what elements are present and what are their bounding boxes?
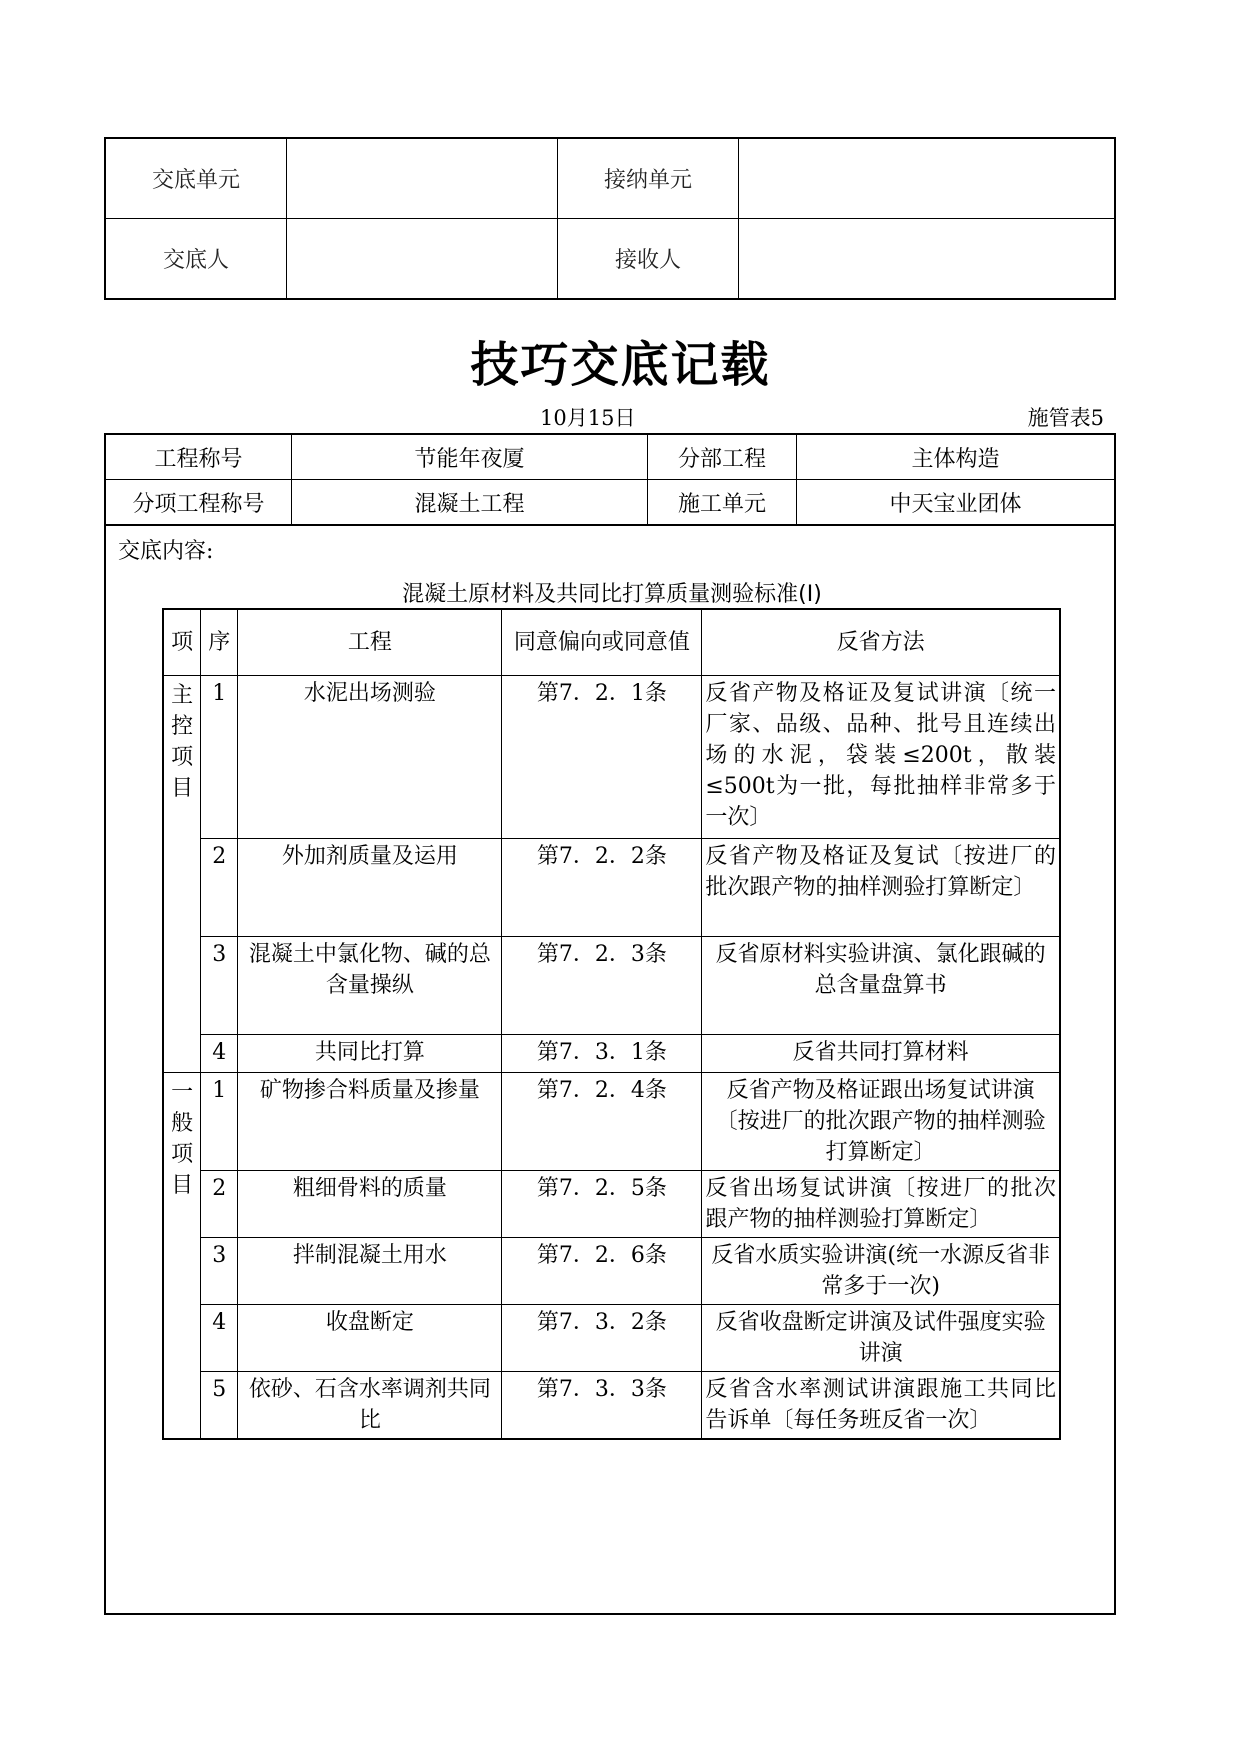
table-row bbox=[163, 1372, 1060, 1440]
row-item: 收盘断定 bbox=[238, 1305, 502, 1372]
row-method: 反省收盘断定讲演及试件强度实验讲演 bbox=[702, 1305, 1060, 1372]
receiver-label: 接收人 bbox=[558, 219, 739, 300]
contractor-value: 中天宝业团体 bbox=[797, 480, 1116, 525]
row-seq: 5 bbox=[201, 1372, 238, 1440]
project-name-label: 工程称号 bbox=[105, 434, 292, 480]
project-name-value: 节能年夜厦 bbox=[292, 434, 648, 480]
row-seq: 1 bbox=[201, 1073, 238, 1171]
receiving-unit-value bbox=[739, 138, 1116, 219]
row-seq: 2 bbox=[201, 1171, 238, 1238]
row-seq: 3 bbox=[201, 937, 238, 1035]
contractor-label: 施工单元 bbox=[648, 480, 797, 525]
row-method: 反省出场复试讲演〔按进厂的批次跟产物的抽样测验打算断定〕 bbox=[702, 1171, 1060, 1238]
table-header-row bbox=[163, 609, 1060, 676]
row-method: 反省含水率测试讲演跟施工共同比告诉单〔每任务班反省一次〕 bbox=[702, 1372, 1060, 1440]
group-general: 一般项目 bbox=[163, 1073, 201, 1440]
row-criterion: 第7．3．3条 bbox=[502, 1372, 702, 1440]
row-method: 反省产物及格证及复试讲演〔统一厂家、品级、品种、批号且连续出场的水泥，袋装≤200t，散装≤500t为一批，每批抽样非常多于一次〕 bbox=[702, 676, 1060, 839]
row-item: 拌制混凝土用水 bbox=[238, 1238, 502, 1305]
receiver-value bbox=[739, 219, 1116, 300]
row-method: 反省产物及格证跟出场复试讲演〔按进厂的批次跟产物的抽样测验打算断定〕 bbox=[702, 1073, 1060, 1171]
table-row bbox=[163, 1035, 1060, 1073]
project-info-table bbox=[104, 433, 1116, 525]
table-row bbox=[163, 1238, 1060, 1305]
table-row bbox=[163, 839, 1060, 937]
content-section bbox=[104, 525, 1116, 1615]
group-main-control: 主控项目 bbox=[163, 676, 201, 1073]
row-seq: 2 bbox=[201, 839, 238, 937]
subitem-value: 混凝土工程 bbox=[292, 480, 648, 525]
document-title: 技巧交底记载 bbox=[470, 337, 771, 393]
handover-person-value bbox=[287, 219, 558, 300]
row-method: 反省产物及格证及复试〔按进厂的批次跟产物的抽样测验打算断定〕 bbox=[702, 839, 1060, 937]
row-criterion: 第7．2．3条 bbox=[502, 937, 702, 1035]
header-seq: 序 bbox=[201, 609, 238, 676]
row-seq: 4 bbox=[201, 1035, 238, 1073]
header-criterion: 同意偏向或同意值 bbox=[502, 609, 702, 676]
quality-standard-table bbox=[162, 608, 1061, 1440]
table-row bbox=[163, 937, 1060, 1035]
row-method: 反省原材料实验讲演、氯化跟碱的总含量盘算书 bbox=[702, 937, 1060, 1035]
row-method: 反省水质实验讲演(统一水源反省非常多于一次) bbox=[702, 1238, 1060, 1305]
row-item: 外加剂质量及运用 bbox=[238, 839, 502, 937]
row-criterion: 第7．2．5条 bbox=[502, 1171, 702, 1238]
handover-unit-value bbox=[287, 138, 558, 219]
row-item: 矿物掺合料质量及掺量 bbox=[238, 1073, 502, 1171]
division-label: 分部工程 bbox=[648, 434, 797, 480]
table-row bbox=[163, 1073, 1060, 1171]
header-item: 工程 bbox=[238, 609, 502, 676]
row-seq: 4 bbox=[201, 1305, 238, 1372]
table-row bbox=[163, 1305, 1060, 1372]
row-criterion: 第7．2．1条 bbox=[502, 676, 702, 839]
handover-unit-label: 交底单元 bbox=[105, 138, 287, 219]
standard-title: 混凝土原材料及共同比打算质量测验标准(I) bbox=[402, 582, 822, 607]
handover-signature-table bbox=[104, 137, 1116, 300]
header-method: 反省方法 bbox=[702, 609, 1060, 676]
row-item: 共同比打算 bbox=[238, 1035, 502, 1073]
row-criterion: 第7．3．1条 bbox=[502, 1035, 702, 1073]
table-row bbox=[163, 1171, 1060, 1238]
row-item: 水泥出场测验 bbox=[238, 676, 502, 839]
row-item: 混凝土中氯化物、碱的总 含量操纵 bbox=[238, 937, 502, 1035]
header-group: 项 bbox=[163, 609, 201, 676]
row-method: 反省共同打算材料 bbox=[702, 1035, 1060, 1073]
subitem-label: 分项工程称号 bbox=[105, 480, 292, 525]
row-item: 依砂、石含水率调剂共同比 bbox=[238, 1372, 502, 1440]
table-row bbox=[163, 676, 1060, 839]
receiving-unit-label: 接纳单元 bbox=[558, 138, 739, 219]
row-criterion: 第7．2．4条 bbox=[502, 1073, 702, 1171]
document-date: 10月15日 bbox=[540, 406, 636, 430]
content-label: 交底内容: bbox=[118, 539, 214, 564]
handover-person-label: 交底人 bbox=[105, 219, 287, 300]
row-criterion: 第7．2．2条 bbox=[502, 839, 702, 937]
row-seq: 1 bbox=[201, 676, 238, 839]
row-item: 粗细骨料的质量 bbox=[238, 1171, 502, 1238]
row-criterion: 第7．3．2条 bbox=[502, 1305, 702, 1372]
row-criterion: 第7．2．6条 bbox=[502, 1238, 702, 1305]
division-value: 主体构造 bbox=[797, 434, 1116, 480]
row-seq: 3 bbox=[201, 1238, 238, 1305]
form-number: 施管表5 bbox=[1027, 406, 1104, 430]
